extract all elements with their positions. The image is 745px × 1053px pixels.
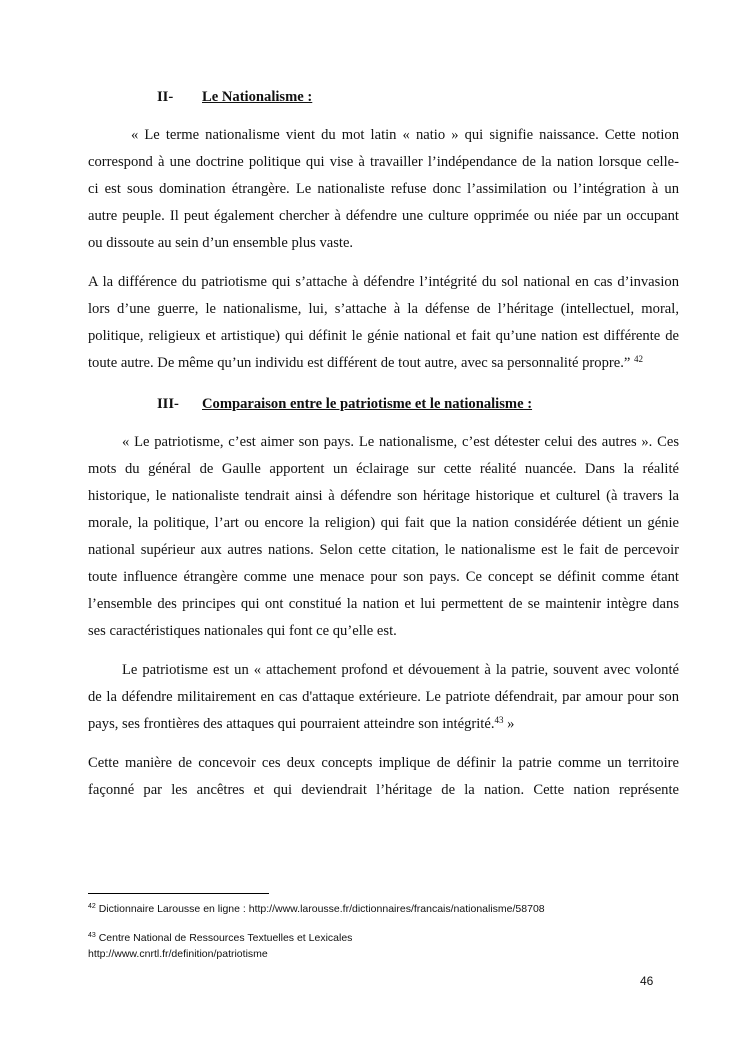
footnote-text: Centre National de Ressources Textuelles et Lexicales bbox=[98, 932, 353, 944]
footnote-separator bbox=[88, 893, 269, 894]
text-line-with-ref bbox=[88, 354, 679, 372]
text-line: Le patriotisme est un « attachement profond et dévouement à la patrie, souvent avec volonté bbox=[122, 662, 679, 678]
text-line: correspond à une doctrine politique qui vise à travailler l’indépendance de la nation lorsque celle- bbox=[88, 154, 679, 170]
text-line: lors d’une guerre, le nationalisme, lui, s’attache à la défense de l’héritage (intellectuel, moral, bbox=[88, 301, 679, 317]
section-title: Le Nationalisme : bbox=[202, 89, 313, 105]
footnote-number: 43 bbox=[88, 932, 96, 939]
text-line: façonné par les ancêtres et qui deviendrait l’héritage de la nation. Cette nation représente bbox=[88, 782, 679, 798]
text-line: ou dissoute au sein d’un ensemble plus vaste. bbox=[88, 235, 354, 251]
footnote-text: Dictionnaire Larousse en ligne : http://www.larousse.fr/dictionnaires/francais/nationalisme/58708 bbox=[98, 903, 545, 915]
section-number: II- bbox=[157, 89, 174, 105]
text-line: mots du général de Gaulle apportent un éclairage sur cette réalité nuancée. Dans la réalité bbox=[88, 461, 679, 477]
text-line: « Le terme nationalisme vient du mot latin « natio » qui signifie naissance. Cette notion bbox=[131, 127, 679, 143]
footnote-ref[interactable]: 43 bbox=[494, 715, 504, 725]
text-line: l’ensemble des principes qui ont constitué la nation et lui permettent de se maintenir intègre dans bbox=[88, 596, 679, 612]
section-title: Comparaison entre le patriotisme et le nationalisme : bbox=[202, 396, 533, 412]
text-line: politique, religieux et artistique) qui définit le génie national et fait qu’une nation est différente de bbox=[88, 328, 679, 344]
page-number: 46 bbox=[640, 974, 654, 988]
text-line: de la défendre militairement en cas d'attaque extérieure. Le patriote défendrait, par amour pour son bbox=[88, 689, 679, 705]
text-line: ci est sous domination étrangère. Le nationaliste refuse donc l’assimilation ou l’intégration à un bbox=[88, 181, 679, 197]
text-line: ses caractéristiques nationales qui font ce qu’elle est. bbox=[88, 623, 397, 639]
footnote-number: 42 bbox=[88, 903, 96, 910]
text-line: toute influence étrangère comme une menace pour son pays. Ce concept se définit comme étant bbox=[88, 569, 679, 585]
text-line-with-ref bbox=[88, 715, 679, 733]
footnote-42 bbox=[88, 902, 545, 916]
footnote-43-url[interactable]: http://www.cnrtl.fr/definition/patriotisme bbox=[88, 948, 268, 960]
text-line: « Le patriotisme, c’est aimer son pays. Le nationalisme, c’est détester celui des autres ». Ces bbox=[122, 434, 679, 450]
closing-quote: » bbox=[503, 716, 515, 732]
section-number: III- bbox=[157, 396, 179, 412]
footnote-43 bbox=[88, 931, 352, 945]
text-line: toute autre. De même qu’un individu est différent de tout autre, avec sa personnalité propre.” bbox=[88, 355, 631, 371]
footnote-ref[interactable]: 42 bbox=[634, 354, 643, 364]
text-line: A la différence du patriotisme qui s’attache à défendre l’intégrité du sol national en cas d’invasion bbox=[88, 274, 679, 290]
text-line: pays, ses frontières des attaques qui pourraient atteindre son intégrité. bbox=[88, 716, 495, 732]
text-line: morale, la politique, l’art ou encore la religion) qui fait que la nation considérée détient un génie bbox=[88, 515, 679, 531]
text-line: national supérieur aux autres nations. Selon cette citation, le nationalisme est le fait de percevoir bbox=[88, 542, 679, 558]
text-line: historique, le nationaliste tendrait ainsi à défendre son héritage historique et culturel (à travers la bbox=[88, 488, 679, 504]
text-line: Cette manière de concevoir ces deux concepts implique de définir la patrie comme un territoire bbox=[88, 755, 679, 771]
text-line: autre peuple. Il peut également chercher à défendre une culture opprimée ou niée par un occupant bbox=[88, 208, 679, 224]
